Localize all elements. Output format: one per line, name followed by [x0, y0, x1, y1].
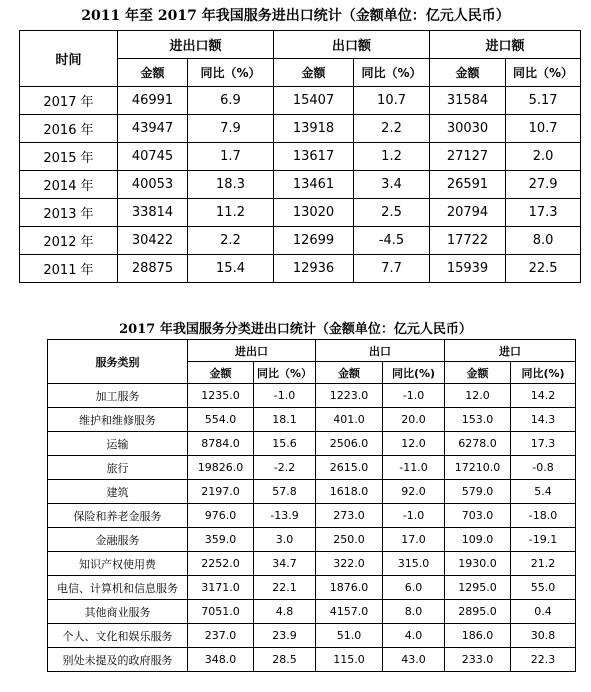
yoy-cell: 11.2 — [188, 199, 274, 227]
yoy-cell: 1.2 — [354, 143, 430, 171]
amount-cell: 233.0 — [445, 648, 511, 672]
amount-cell: 30422 — [118, 227, 188, 255]
yoy-cell: 5.4 — [511, 480, 576, 504]
yoy-cell: -11.0 — [383, 456, 445, 480]
amount-cell: 30030 — [430, 115, 506, 143]
yoy-cell: 17.3 — [511, 432, 576, 456]
amount-cell: 28875 — [118, 255, 188, 283]
yoy-cell: 17.0 — [383, 528, 445, 552]
sub-header-yoy: 同比(%) — [511, 362, 576, 384]
yoy-cell: 7.9 — [188, 115, 274, 143]
yoy-cell: 30.8 — [511, 624, 576, 648]
yoy-cell: 21.2 — [511, 552, 576, 576]
amount-cell: 13461 — [274, 171, 354, 199]
amount-cell: 3171.0 — [188, 576, 254, 600]
yoy-cell: 15.4 — [188, 255, 274, 283]
table-row — [48, 408, 576, 432]
amount-cell: 554.0 — [188, 408, 254, 432]
yoy-cell: 1.7 — [188, 143, 274, 171]
table-row — [20, 171, 581, 199]
yoy-cell: 3.4 — [354, 171, 430, 199]
yoy-cell: 0.4 — [511, 600, 576, 624]
table-row — [20, 143, 581, 171]
amount-cell: 322.0 — [316, 552, 383, 576]
amount-cell: 46991 — [118, 87, 188, 115]
table-row — [48, 552, 576, 576]
yoy-cell: 6.9 — [188, 87, 274, 115]
amount-cell: 2506.0 — [316, 432, 383, 456]
table-row — [48, 480, 576, 504]
yoy-cell: -4.5 — [354, 227, 430, 255]
yoy-cell: 10.7 — [354, 87, 430, 115]
category-cell: 别处未提及的政府服务 — [48, 648, 188, 672]
group-header-total: 进出口额 — [118, 31, 274, 59]
table-row — [20, 199, 581, 227]
amount-cell: 4157.0 — [316, 600, 383, 624]
amount-cell: 579.0 — [445, 480, 511, 504]
amount-cell: 237.0 — [188, 624, 254, 648]
amount-cell: 20794 — [430, 199, 506, 227]
category-cell: 建筑 — [48, 480, 188, 504]
category-cell: 加工服务 — [48, 384, 188, 408]
category-cell: 保险和养老金服务 — [48, 504, 188, 528]
table-row — [48, 528, 576, 552]
yoy-cell: 55.0 — [511, 576, 576, 600]
amount-cell: 17722 — [430, 227, 506, 255]
amount-cell: 31584 — [430, 87, 506, 115]
sub-header-amount: 金额 — [274, 59, 354, 87]
yoy-cell: 22.1 — [254, 576, 316, 600]
sub-header-amount: 金额 — [316, 362, 383, 384]
table-row — [48, 456, 576, 480]
amount-cell: 7051.0 — [188, 600, 254, 624]
sub-header-yoy: 同比（%） — [188, 59, 274, 87]
group-header-total: 进出口 — [188, 340, 316, 362]
yoy-cell: -18.0 — [511, 504, 576, 528]
category-cell: 旅行 — [48, 456, 188, 480]
category-cell: 金融服务 — [48, 528, 188, 552]
year-cell: 2016 年 — [20, 115, 118, 143]
sub-header-amount: 金额 — [118, 59, 188, 87]
category-cell: 个人、文化和娱乐服务 — [48, 624, 188, 648]
amount-cell: 43947 — [118, 115, 188, 143]
category-cell: 电信、计算机和信息服务 — [48, 576, 188, 600]
amount-cell: 359.0 — [188, 528, 254, 552]
amount-cell: 15939 — [430, 255, 506, 283]
yoy-cell: 5.17 — [506, 87, 581, 115]
amount-cell: 8784.0 — [188, 432, 254, 456]
category-header: 服务类别 — [48, 340, 188, 384]
yoy-cell: 22.3 — [511, 648, 576, 672]
amount-cell: 153.0 — [445, 408, 511, 432]
amount-cell: 703.0 — [445, 504, 511, 528]
amount-cell: 6278.0 — [445, 432, 511, 456]
sub-header-yoy: 同比(%) — [383, 362, 445, 384]
amount-cell: 186.0 — [445, 624, 511, 648]
table2-title: 2017 年我国服务分类进出口统计（金额单位：亿元人民币） — [119, 322, 472, 337]
amount-cell: 13020 — [274, 199, 354, 227]
yoy-cell: -1.0 — [383, 504, 445, 528]
sub-header-amount: 金额 — [188, 362, 254, 384]
group-header-import: 进口额 — [430, 31, 581, 59]
table1-title: 2011 年至 2017 年我国服务进出口统计（金额单位：亿元人民币） — [81, 8, 510, 24]
yoy-cell: 18.1 — [254, 408, 316, 432]
year-cell: 2017 年 — [20, 87, 118, 115]
amount-cell: 13918 — [274, 115, 354, 143]
yoy-cell: -19.1 — [511, 528, 576, 552]
amount-cell: 250.0 — [316, 528, 383, 552]
amount-cell: 26591 — [430, 171, 506, 199]
yoy-cell: 27.9 — [506, 171, 581, 199]
table-row — [48, 432, 576, 456]
sub-header-yoy: 同比（%） — [254, 362, 316, 384]
yoy-cell: 2.2 — [188, 227, 274, 255]
services-trade-by-category-2017-table — [47, 339, 576, 672]
yoy-cell: 2.5 — [354, 199, 430, 227]
year-cell: 2012 年 — [20, 227, 118, 255]
amount-cell: 1223.0 — [316, 384, 383, 408]
sub-header-amount: 金额 — [445, 362, 511, 384]
yoy-cell: 23.9 — [254, 624, 316, 648]
amount-cell: 19826.0 — [188, 456, 254, 480]
time-header: 时间 — [20, 31, 118, 87]
amount-cell: 115.0 — [316, 648, 383, 672]
amount-cell: 40745 — [118, 143, 188, 171]
yoy-cell: 34.7 — [254, 552, 316, 576]
category-cell: 其他商业服务 — [48, 600, 188, 624]
yoy-cell: 8.0 — [506, 227, 581, 255]
yoy-cell: 10.7 — [506, 115, 581, 143]
table-row — [48, 504, 576, 528]
yoy-cell: 57.8 — [254, 480, 316, 504]
services-trade-2011-2017-table — [19, 30, 581, 283]
group-header-import: 进口 — [445, 340, 576, 362]
yoy-cell: 92.0 — [383, 480, 445, 504]
table-row — [48, 624, 576, 648]
table-row — [20, 255, 581, 283]
yoy-cell: -13.9 — [254, 504, 316, 528]
table-row — [20, 87, 581, 115]
year-cell: 2015 年 — [20, 143, 118, 171]
amount-cell: 33814 — [118, 199, 188, 227]
amount-cell: 976.0 — [188, 504, 254, 528]
yoy-cell: -0.8 — [511, 456, 576, 480]
category-cell: 维护和维修服务 — [48, 408, 188, 432]
yoy-cell: 12.0 — [383, 432, 445, 456]
amount-cell: 12936 — [274, 255, 354, 283]
yoy-cell: 20.0 — [383, 408, 445, 432]
amount-cell: 2895.0 — [445, 600, 511, 624]
yoy-cell: 2.0 — [506, 143, 581, 171]
table-row — [48, 384, 576, 408]
yoy-cell: 43.0 — [383, 648, 445, 672]
year-cell: 2014 年 — [20, 171, 118, 199]
amount-cell: 2252.0 — [188, 552, 254, 576]
year-cell: 2011 年 — [20, 255, 118, 283]
amount-cell: 12.0 — [445, 384, 511, 408]
amount-cell: 1235.0 — [188, 384, 254, 408]
sub-header-yoy: 同比（%） — [354, 59, 430, 87]
yoy-cell: 14.2 — [511, 384, 576, 408]
yoy-cell: 2.2 — [354, 115, 430, 143]
yoy-cell: 3.0 — [254, 528, 316, 552]
amount-cell: 15407 — [274, 87, 354, 115]
yoy-cell: 22.5 — [506, 255, 581, 283]
amount-cell: 40053 — [118, 171, 188, 199]
yoy-cell: 17.3 — [506, 199, 581, 227]
table-row — [20, 227, 581, 255]
yoy-cell: -1.0 — [383, 384, 445, 408]
table-row — [48, 600, 576, 624]
yoy-cell: 4.8 — [254, 600, 316, 624]
amount-cell: 401.0 — [316, 408, 383, 432]
yoy-cell: 28.5 — [254, 648, 316, 672]
amount-cell: 1295.0 — [445, 576, 511, 600]
amount-cell: 2615.0 — [316, 456, 383, 480]
amount-cell: 109.0 — [445, 528, 511, 552]
table-row — [48, 576, 576, 600]
amount-cell: 51.0 — [316, 624, 383, 648]
yoy-cell: 315.0 — [383, 552, 445, 576]
sub-header-yoy: 同比（%） — [506, 59, 581, 87]
year-cell: 2013 年 — [20, 199, 118, 227]
amount-cell: 1930.0 — [445, 552, 511, 576]
yoy-cell: 8.0 — [383, 600, 445, 624]
table-row — [20, 115, 581, 143]
amount-cell: 17210.0 — [445, 456, 511, 480]
group-header-export: 出口额 — [274, 31, 430, 59]
amount-cell: 1618.0 — [316, 480, 383, 504]
amount-cell: 12699 — [274, 227, 354, 255]
amount-cell: 348.0 — [188, 648, 254, 672]
amount-cell: 2197.0 — [188, 480, 254, 504]
amount-cell: 13617 — [274, 143, 354, 171]
category-cell: 运输 — [48, 432, 188, 456]
yoy-cell: 4.0 — [383, 624, 445, 648]
amount-cell: 273.0 — [316, 504, 383, 528]
amount-cell: 27127 — [430, 143, 506, 171]
group-header-export: 出口 — [316, 340, 445, 362]
yoy-cell: 15.6 — [254, 432, 316, 456]
yoy-cell: 18.3 — [188, 171, 274, 199]
yoy-cell: 7.7 — [354, 255, 430, 283]
table-row — [48, 648, 576, 672]
yoy-cell: 14.3 — [511, 408, 576, 432]
yoy-cell: -2.2 — [254, 456, 316, 480]
category-cell: 知识产权使用费 — [48, 552, 188, 576]
yoy-cell: 6.0 — [383, 576, 445, 600]
yoy-cell: -1.0 — [254, 384, 316, 408]
amount-cell: 1876.0 — [316, 576, 383, 600]
sub-header-amount: 金额 — [430, 59, 506, 87]
